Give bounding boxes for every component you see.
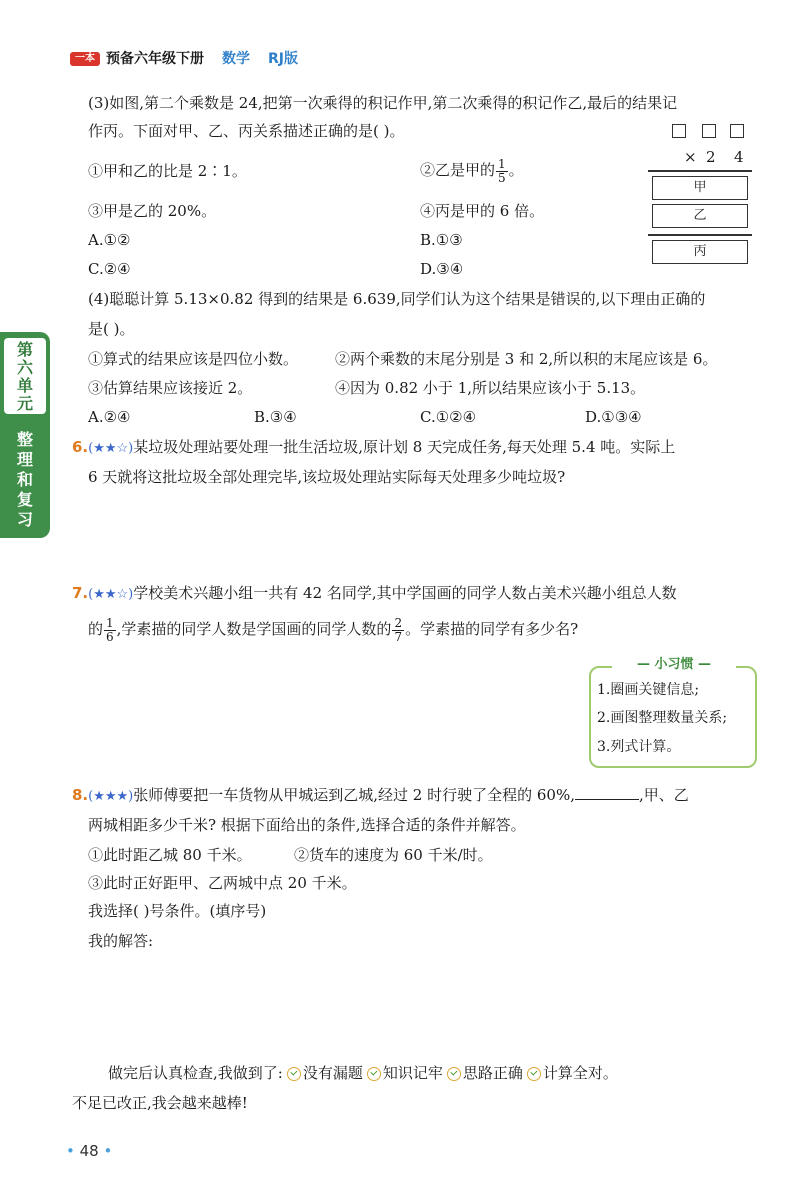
- fraction-numerator: 2: [394, 615, 403, 630]
- topic-char-3: 和: [16, 470, 33, 489]
- multiplier-digit-2: 2: [706, 148, 716, 166]
- checklist-lead: 做完后认真检查,我做到了:: [108, 1064, 283, 1082]
- q3-option-2: [420, 155, 524, 185]
- multiplicand-box-3: [730, 124, 744, 138]
- check-circle-icon: [287, 1067, 301, 1081]
- topic-char-1: 整: [16, 430, 33, 449]
- topic-char-2: 理: [16, 450, 33, 469]
- multiplier-digit-4: 4: [734, 148, 744, 166]
- figure-rule-1: [648, 170, 752, 172]
- q4-option-3: ③估算结果应该接近 2。: [88, 379, 253, 397]
- q3-option-4: ④丙是甲的 6 倍。: [420, 202, 545, 220]
- habit-tip-item-1: 1.圈画关键信息;: [597, 682, 700, 698]
- book-title: 预备六年级下册: [106, 51, 204, 67]
- multiplicand-box-2: [702, 124, 716, 138]
- check-circle-icon: [367, 1067, 381, 1081]
- page-number: • 48 •: [66, 1142, 113, 1160]
- q4-line2: 是( )。: [88, 320, 135, 338]
- product-box-yi: 乙: [652, 204, 748, 228]
- page-number-text: 48: [79, 1142, 99, 1160]
- checklist-item-1: 没有漏题: [302, 1064, 363, 1082]
- checklist-line: [108, 1062, 618, 1084]
- topic-char-5: 习: [16, 510, 33, 529]
- q3-option-1: ①甲和乙的比是 2∶1。: [88, 162, 247, 180]
- figure-rule-2: [648, 234, 752, 236]
- q3-line1: (3)如图,第二个乘数是 24,把第一次乘得的积记作甲,第二次乘得的积记作乙,最后的结果记: [88, 94, 678, 112]
- q3-option-3: ③甲是乙的 20%。: [88, 202, 217, 220]
- q8-text-1b: ,甲、乙: [638, 786, 689, 804]
- habit-tip-title-text: 小习惯: [654, 657, 694, 672]
- q8-option-2: ②货车的速度为 60 千米/时。: [294, 846, 493, 864]
- multiplicand-box-1: [672, 124, 686, 138]
- q8-text-1: 张师傅要把一车货物从甲城运到乙城,经过 2 时行驶了全程的 60%,: [133, 786, 575, 804]
- q7-text-2b: ,学素描的同学人数是学国画的同学人数的: [116, 620, 392, 638]
- checklist-item-4: 计算全对。: [542, 1064, 618, 1082]
- q4-choice-a: A.②④: [88, 408, 131, 426]
- q7-fraction-1: [104, 617, 116, 644]
- q8-option-1: ①此时距乙城 80 千米。: [88, 846, 252, 864]
- q8-choice-prompt: 我选择( )号条件。(填序号): [88, 902, 267, 920]
- result-box-bing: 丙: [652, 240, 748, 264]
- q3-choice-c: C.②④: [88, 260, 131, 278]
- q4-line1: (4)聪聪计算 5.13×0.82 得到的结果是 6.639,同学们认为这个结果是错误的,以下理由正确的: [88, 290, 706, 308]
- publisher-logo: 一本: [70, 52, 100, 66]
- q8-option-3: ③此时正好距甲、乙两城中点 20 千米。: [88, 874, 357, 892]
- q7-line1: [72, 582, 677, 606]
- topic-char-4: 复: [16, 490, 33, 509]
- q6-line1: [72, 436, 675, 460]
- q4-option-2: ②两个乘数的末尾分别是 3 和 2,所以积的末尾应该是 6。: [335, 350, 718, 368]
- q6-difficulty-stars: (★★☆): [88, 441, 134, 456]
- q4-choice-d: D.①③④: [585, 408, 642, 426]
- fraction-denominator: 6: [106, 629, 114, 644]
- habit-tip-item-3: 3.列式计算。: [597, 739, 681, 755]
- fraction-numerator: 1: [498, 156, 506, 171]
- q7-text-2c: 。学素描的同学有多少名?: [405, 620, 579, 638]
- checklist-item-2: 知识记牢: [382, 1064, 443, 1082]
- edition-label: RJ版: [268, 51, 298, 67]
- q7-line2: [88, 612, 578, 646]
- q7-text-2a: 的: [88, 620, 104, 638]
- unit-char-2: 六: [16, 358, 33, 377]
- q8-answer-label: 我的解答:: [88, 932, 154, 950]
- q3-choice-d: D.③④: [420, 260, 464, 278]
- fraction-denominator: 7: [394, 629, 403, 644]
- habit-tip-item-2: 2.画图整理数量关系;: [597, 710, 728, 726]
- q3-choice-a: A.①②: [88, 231, 131, 249]
- check-circle-icon: [447, 1067, 461, 1081]
- q7-difficulty-stars: (★★☆): [88, 587, 134, 602]
- habit-tip-title: — 小习惯 —: [612, 656, 736, 674]
- checklist-line-2: 不足已改正,我会越来越棒!: [72, 1094, 248, 1112]
- q3-option-2-text: ②乙是甲的: [420, 161, 496, 179]
- unit-char-3: 单: [16, 376, 33, 395]
- q3-option-2-fraction: [496, 158, 508, 185]
- q7-number: 7.: [72, 584, 89, 602]
- q7-text-1: 学校美术兴趣小组一共有 42 名同学,其中学国画的同学人数占美术兴趣小组总人数: [133, 584, 677, 602]
- q4-choice-b: B.③④: [254, 408, 297, 426]
- q6-number: 6.: [72, 438, 89, 456]
- q8-number: 8.: [72, 786, 89, 804]
- unit-char-4: 元: [16, 394, 33, 413]
- q3-choice-b: B.①③: [420, 231, 463, 249]
- q4-choice-c: C.①②④: [420, 408, 477, 426]
- q8-fill-blank[interactable]: [575, 785, 639, 800]
- subject-label: 数学: [222, 51, 250, 67]
- product-box-jia: 甲: [652, 176, 748, 200]
- q8-line2: 两城相距多少千米? 根据下面给出的条件,选择合适的条件并解答。: [88, 816, 526, 834]
- times-sign: ×: [684, 148, 697, 166]
- q3-line2: 作丙。下面对甲、乙、丙关系描述正确的是( )。: [88, 122, 405, 140]
- q8-difficulty-stars: (★★★): [88, 789, 134, 804]
- fraction-denominator: 5: [498, 170, 506, 185]
- q6-line2: 6 天就将这批垃圾全部处理完毕,该垃圾处理站实际每天处理多少吨垃圾?: [88, 468, 566, 486]
- q7-fraction-2: [392, 617, 404, 644]
- q8-line1: [72, 784, 689, 808]
- checklist-item-3: 思路正确: [462, 1064, 523, 1082]
- q3-option-2-end: 。: [508, 161, 524, 179]
- q6-text-1: 某垃圾处理站要处理一批生活垃圾,原计划 8 天完成任务,每天处理 5.4 吨。实际上: [133, 438, 676, 456]
- check-circle-icon: [527, 1067, 541, 1081]
- q4-option-4: ④因为 0.82 小于 1,所以结果应该小于 5.13。: [335, 379, 646, 397]
- q4-option-1: ①算式的结果应该是四位小数。: [88, 350, 299, 368]
- unit-char-1: 第: [16, 340, 33, 359]
- fraction-numerator: 1: [106, 615, 114, 630]
